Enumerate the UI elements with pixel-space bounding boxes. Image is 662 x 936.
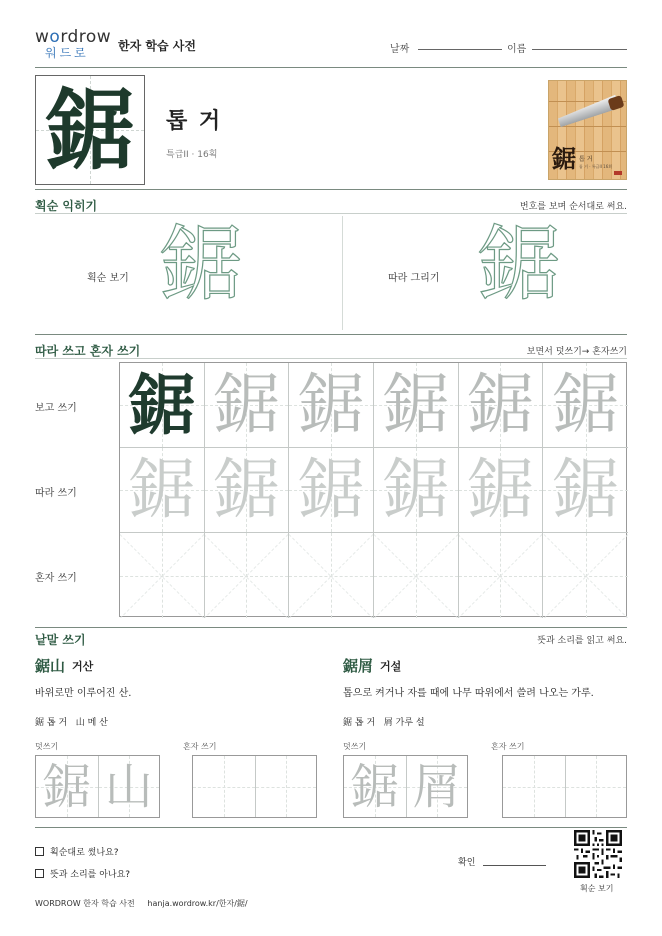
alone-write-label: 혼자 쓰기	[183, 742, 217, 751]
section-divider	[35, 189, 627, 190]
trace-write-label: 덧쓰기	[35, 742, 59, 751]
saw-illustration	[548, 80, 627, 180]
row-label-view: 보고 쓰기	[35, 403, 77, 414]
word-trace-box[interactable]: 鋸 屑	[343, 755, 468, 818]
section-rule	[35, 213, 627, 214]
practice-cell[interactable]: 鋸	[543, 363, 628, 448]
stroke-section-title: 획순 익히기	[35, 199, 98, 213]
header-divider	[35, 67, 627, 68]
footer-brand: WORDROW 한자 학습 사전	[35, 899, 135, 908]
practice-cell[interactable]: 鋸	[205, 448, 290, 533]
name-field[interactable]	[532, 49, 627, 50]
section-divider	[35, 334, 627, 335]
checklist-item-stroke-order[interactable]: 획순대로 썼나요?	[35, 845, 119, 858]
row-label-trace: 따라 쓰기	[35, 488, 77, 499]
word-components: 鋸 톱 거 屑 가루 설	[343, 718, 425, 728]
trace-character[interactable]: 鋸	[478, 217, 561, 312]
stroke-view-label: 획순 보기	[87, 273, 129, 284]
practice-section-title: 따라 쓰고 혼자 쓰기	[35, 344, 141, 358]
model-character: 鋸	[128, 366, 195, 444]
word-alone-box[interactable]	[502, 755, 627, 818]
character-meaning: 톱 거	[166, 109, 223, 134]
practice-grid	[119, 362, 627, 617]
word-trace-box[interactable]: 鋸 山	[35, 755, 160, 818]
stroke-section-note: 번호를 보며 순서대로 써요.	[519, 202, 627, 212]
practice-cell[interactable]: 鋸	[374, 363, 459, 448]
trace-label: 따라 그리기	[388, 273, 440, 284]
illustration-character: 鋸	[552, 144, 576, 173]
word-hanja: 鋸山	[35, 657, 66, 675]
main-character-box	[35, 75, 145, 185]
practice-cell[interactable]: 鋸	[289, 363, 374, 448]
practice-cell[interactable]	[120, 533, 205, 618]
alone-write-label: 혼자 쓰기	[491, 742, 525, 751]
practice-cell[interactable]	[205, 533, 290, 618]
footer-url[interactable]: hanja.wordrow.kr/한자/鋸/	[147, 899, 248, 908]
row-label-alone: 혼자 쓰기	[35, 573, 77, 584]
illustration-meaning: 톱 거	[579, 156, 593, 163]
practice-cell[interactable]	[120, 363, 205, 448]
trace-write-label: 덧쓰기	[343, 742, 367, 751]
date-label: 날짜	[390, 44, 410, 55]
words-section-note: 뜻과 소리를 읽고 써요.	[537, 636, 627, 646]
brand-logo-korean: 워드로	[45, 46, 89, 60]
section-divider	[35, 827, 627, 828]
confirm-label: 확인	[458, 858, 476, 868]
qr-code-icon[interactable]	[574, 830, 622, 878]
word-definition: 톱으로 켜거나 자를 때에 나무 따위에서 쓸려 나오는 가루.	[343, 688, 594, 699]
practice-cell[interactable]: 鋸	[543, 448, 628, 533]
illustration-note: 톱 거 · 특급II 16획	[579, 164, 613, 169]
word-hanja: 鋸屑	[343, 657, 374, 675]
practice-section-note: 보면서 덧쓰기→ 혼자쓰기	[526, 347, 627, 357]
stroke-order-character: 鋸	[160, 217, 243, 312]
section-divider	[35, 627, 627, 628]
stroke-divider	[342, 216, 343, 330]
practice-cell[interactable]: 鋸	[205, 363, 290, 448]
practice-cell[interactable]: 鋸	[459, 448, 544, 533]
words-section-title: 낱말 쓰기	[35, 633, 86, 647]
checkbox-icon[interactable]	[35, 847, 44, 856]
word-definition: 바위로만 이루어진 산.	[35, 688, 132, 699]
brand-logo: wordrow	[35, 27, 112, 47]
checkbox-icon[interactable]	[35, 869, 44, 878]
character-meta: 특급II · 16획	[166, 150, 218, 160]
practice-cell[interactable]	[289, 533, 374, 618]
date-field[interactable]	[418, 49, 502, 50]
practice-cell[interactable]: 鋸	[120, 448, 205, 533]
checklist-item-meaning[interactable]: 뜻과 소리를 아나요?	[35, 867, 130, 880]
practice-cell[interactable]: 鋸	[459, 363, 544, 448]
practice-cell[interactable]	[543, 533, 628, 618]
practice-cell[interactable]: 鋸	[374, 448, 459, 533]
section-rule	[35, 358, 627, 359]
practice-cell[interactable]: 鋸	[289, 448, 374, 533]
word-components: 鋸 톱 거 山 메 산	[35, 718, 108, 728]
main-character: 鋸	[45, 78, 134, 182]
name-label: 이름	[507, 44, 527, 55]
word-alone-box[interactable]	[192, 755, 317, 818]
qr-label: 획순 보기	[580, 884, 614, 893]
practice-cell[interactable]	[459, 533, 544, 618]
practice-cell[interactable]	[374, 533, 459, 618]
word-reading: 거설	[380, 660, 402, 673]
footer	[35, 898, 248, 909]
word-reading: 거산	[72, 660, 94, 673]
confirm-field[interactable]	[483, 865, 546, 866]
header-title: 한자 학습 사전	[118, 39, 196, 53]
